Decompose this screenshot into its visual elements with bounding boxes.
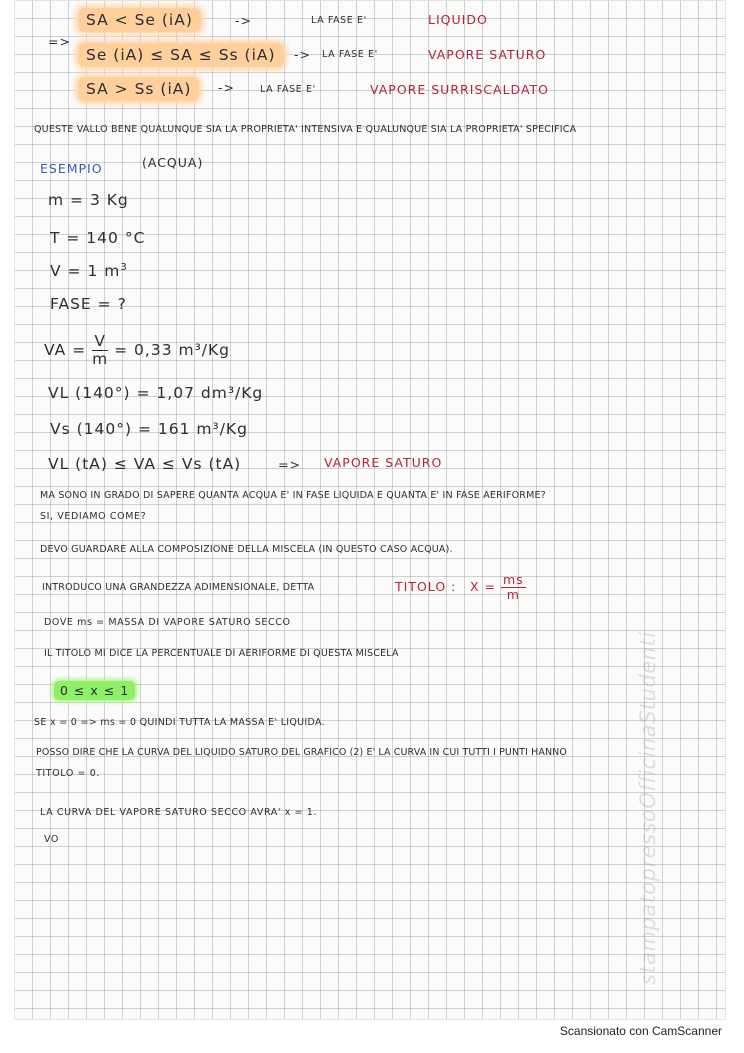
implies-arrow: =>: [48, 34, 71, 49]
ms-definition: DOVE ms = MASSA DI VAPORE SATURO SECCO: [44, 617, 291, 628]
inequality-implies: =>: [278, 457, 301, 472]
specific-volume-line: [44, 333, 230, 368]
va-numerator: V: [92, 333, 108, 351]
temperature-value: T = 140 °C: [50, 229, 146, 247]
quality-range: 0 ≤ x ≤ 1: [54, 681, 135, 700]
quality-denominator: m: [506, 586, 520, 602]
volume-inequality: VL (tA) ≤ VA ≤ Vs (tA): [48, 455, 242, 473]
arrow-3: ->: [218, 80, 235, 95]
phase-question: FASE = ?: [50, 295, 127, 313]
va-denominator: m: [92, 350, 109, 369]
watermark: stampatopressoOfficinaStudenti: [636, 631, 660, 985]
saturated-vapor-curve: LA CURVA DEL VAPORE SATURO SECCO AVRA' x = 1.: [40, 807, 317, 818]
curve-statement-2: TITOLO = 0.: [36, 768, 100, 779]
state-liquid: LIQUIDO: [428, 12, 488, 27]
condition-superheated-expr: SA > Ss (iA): [78, 77, 199, 101]
phase-label-2: LA FASE E': [322, 49, 378, 60]
mass-value: m = 3 Kg: [48, 191, 129, 209]
state-saturated: VAPORE SATURO: [428, 47, 547, 62]
example-substance: (ACQUA): [142, 155, 204, 170]
mixture-note: DEVO GUARDARE ALLA COMPOSIZIONE DELLA MISCELA (IN QUESTO CASO ACQUA).: [40, 544, 453, 555]
arrow-2: ->: [294, 47, 311, 62]
va-value: = 0,33 m³/Kg: [114, 341, 231, 360]
phase-label-1: LA FASE E': [311, 15, 367, 26]
phase-label-3: LA FASE E': [260, 84, 316, 95]
inequality-result: VAPORE SATURO: [324, 455, 443, 470]
quality-lhs: X =: [470, 578, 497, 594]
quality-intro: INTRODUCO UNA GRANDEZZA ADIMENSIONALE, DETTA: [42, 582, 315, 593]
condition-liquid-expr: SA < Se (iA): [78, 8, 201, 32]
quality-word: TITOLO :: [395, 579, 457, 594]
question-line-1: MA SONO IN GRADO DI SAPERE QUANTA ACQUA E' IN FASE LIQUIDA E QUANTA E' IN FASE AERIFORME?: [40, 490, 546, 501]
curve-statement-1: POSSO DIRE CHE LA CURVA DEL LIQUIDO SATURO DEL GRAFICO (2) E' LA CURVA IN CUI TUTTI I PUNTI HANNO: [36, 747, 567, 758]
quality-meaning: IL TITOLO MI DICE LA PERCENTUALE DI AERIFORME DI QUESTA MISCELA: [44, 648, 399, 659]
notebook-page: [14, 0, 726, 1020]
arrow-1: ->: [235, 13, 252, 28]
zero-quality-line: SE x = 0 => ms = 0 QUINDI TUTTA LA MASSA E' LIQUIDA.: [34, 717, 325, 728]
quality-formula: [470, 573, 526, 602]
state-superheated: VAPORE SURRISCALDATO: [370, 82, 550, 97]
quality-numerator: ms: [503, 572, 524, 587]
volume-exponent: 3: [120, 262, 128, 273]
quality-fraction: [501, 573, 526, 602]
validity-note: QUESTE VALLO BENE QUALUNQUE SIA LA PROPRIETA' INTENSIVA E QUALUNQUE SIA LA PROPRIETA' SPECIFICA: [34, 124, 577, 135]
scanner-footer: Scansionato con CamScanner: [559, 1024, 722, 1038]
volume-value: [50, 262, 128, 280]
trailing-scribble: VO: [44, 834, 60, 845]
question-line-2: SI, VEDIAMO COME?: [40, 511, 147, 522]
liquid-specific-volume: VL (140°) = 1,07 dm³/Kg: [48, 384, 264, 402]
va-label: VA =: [44, 341, 87, 360]
volume-text: V = 1 m: [50, 262, 121, 281]
vapor-specific-volume: Vs (140°) = 161 m³/Kg: [50, 420, 248, 438]
va-fraction: [92, 333, 108, 368]
condition-saturated-expr: Se (iA) ≤ SA ≤ Ss (iA): [78, 43, 284, 67]
example-label: ESEMPIO: [40, 161, 103, 176]
